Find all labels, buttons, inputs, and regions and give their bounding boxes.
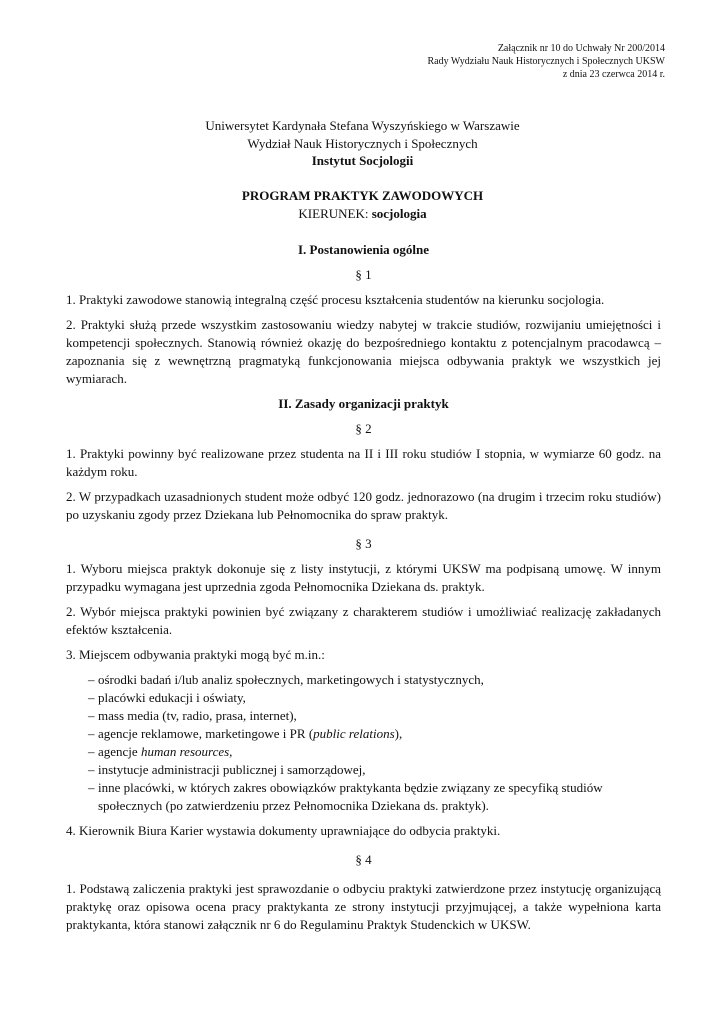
annex-line-2: Rady Wydziału Nauk Historycznych i Społecznych UKSW: [427, 56, 665, 67]
list-item: [66, 725, 661, 743]
list-item-text: ośrodki badań i/lub analiz społecznych, marketingowych i statystycznych,: [98, 672, 484, 687]
list-item: [66, 689, 661, 707]
dash-marker: –: [88, 726, 95, 741]
paragraph-2-1: 1. Praktyki powinny być realizowane przez studenta na II i III roku studiów I stopnia, w wymiarze 60 godz. na każdym roku.: [66, 446, 661, 479]
section-heading-1: I. Postanowienia ogólne: [297, 242, 430, 257]
dash-marker: –: [88, 708, 95, 723]
list-item-text: instytucje administracji publicznej i samorządowej,: [98, 762, 366, 777]
paragraph-mark-1: § 1: [355, 267, 372, 282]
list-item: [66, 761, 661, 779]
paragraph-4-1: 1. Podstawą zaliczenia praktyki jest sprawozdanie o odbyciu praktyki zatwierdzone przez instytucję organizującą praktykę oraz opisowa ocena pracy praktykanta ze strony instytucji przyjmującej, a także wypełniona karta praktykanta, która stanowi załącznik nr 6 do Regulaminu Praktyk Studenckich w UKSW.: [66, 881, 661, 932]
document-title: [0, 187, 725, 223]
list-item-text: agencje: [98, 744, 141, 759]
annex-line-3: z dnia 23 czerwca 2014 r.: [562, 69, 665, 80]
list-item-text-end: ),: [394, 726, 403, 741]
list-item-italic: human resources,: [140, 744, 233, 759]
paragraph-2-2: 2. W przypadkach uzasadnionych student może odbyć 120 godz. jednorazowo (na drugim i trzecim roku studiów) po uzyskaniu zgody przez Dziekana lub Pełnomocnika do spraw praktyk.: [66, 489, 661, 522]
paragraph-mark-4: § 4: [355, 852, 372, 867]
field-label: KIERUNEK:: [298, 206, 369, 221]
list-item-text: agencje reklamowe, marketingowe i PR (: [98, 726, 314, 741]
list-item: [66, 779, 661, 815]
annex-line-1: Załącznik nr 10 do Uchwały Nr 200/2014: [497, 43, 665, 54]
institute-name: Instytut Socjologii: [311, 153, 414, 168]
dash-marker: –: [88, 744, 95, 759]
list-item: [66, 707, 661, 725]
section-heading-2: II. Zasady organizacji praktyk: [278, 396, 449, 411]
paragraph-3-4: 4. Kierownik Biura Karier wystawia dokumenty uprawniające do odbycia praktyki.: [66, 823, 501, 838]
paragraph-3-2: 2. Wybór miejsca praktyki powinien być związany z charakterem studiów i umożliwiać realizację zakładanych efektów kształcenia.: [66, 604, 661, 637]
annex-note: [265, 42, 665, 81]
list-item-text: placówki edukacji i oświaty,: [98, 690, 246, 705]
paragraph-1-1: 1. Praktyki zawodowe stanowią integralną część procesu kształcenia studentów na kierunku socjologia.: [66, 292, 605, 307]
list-item: [66, 743, 661, 761]
dash-marker: –: [88, 780, 95, 795]
field-of-study: [0, 205, 725, 223]
program-title: PROGRAM PRAKTYK ZAWODOWYCH: [241, 188, 484, 203]
dash-marker: –: [88, 672, 95, 687]
paragraph-mark-2: § 2: [355, 421, 372, 436]
field-value: socjologia: [371, 206, 427, 221]
dash-marker: –: [88, 762, 95, 777]
dash-marker: –: [88, 690, 95, 705]
document-body: [66, 241, 661, 934]
university-name: Uniwersytet Kardynała Stefana Wyszyńskiego w Warszawie: [205, 118, 520, 133]
institution-header: [0, 117, 725, 170]
paragraph-3-1: 1. Wyboru miejsca praktyk dokonuje się z listy instytucji, z którymi UKSW ma podpisaną umowę. W innym przypadku wymagana jest uprzednia zgoda Pełnomocnika Dziekana ds. praktyk.: [66, 561, 661, 594]
list-item-italic: public relations: [313, 726, 395, 741]
paragraph-3-3: 3. Miejscem odbywania praktyki mogą być m.in.:: [66, 647, 325, 662]
venue-list: [66, 671, 661, 815]
list-item-text: mass media (tv, radio, prasa, internet),: [98, 708, 297, 723]
paragraph-mark-3: § 3: [355, 536, 372, 551]
paragraph-1-2: 2. Praktyki służą przede wszystkim zastosowaniu wiedzy nabytej w trakcie studiów, rozwijaniu umiejętności i kompetencji społecznych. Stanowią również okazję do bezpośredniego kontaktu z potencjalnym pracodawcą – zapoznania się z wewnętrzną pragmatyką funkcjonowania miejsca odbywania praktyk we wszystkich jej wymiarach.: [66, 317, 661, 386]
list-item-text: inne placówki, w których zakres obowiązków praktykanta będzie związany ze specyfiką studiów społecznych (po zatwierdzeniu przez Pełnomocnika Dziekana ds. praktyk).: [98, 780, 603, 813]
list-item: [66, 671, 661, 689]
faculty-name: Wydział Nauk Historycznych i Społecznych: [247, 135, 478, 151]
